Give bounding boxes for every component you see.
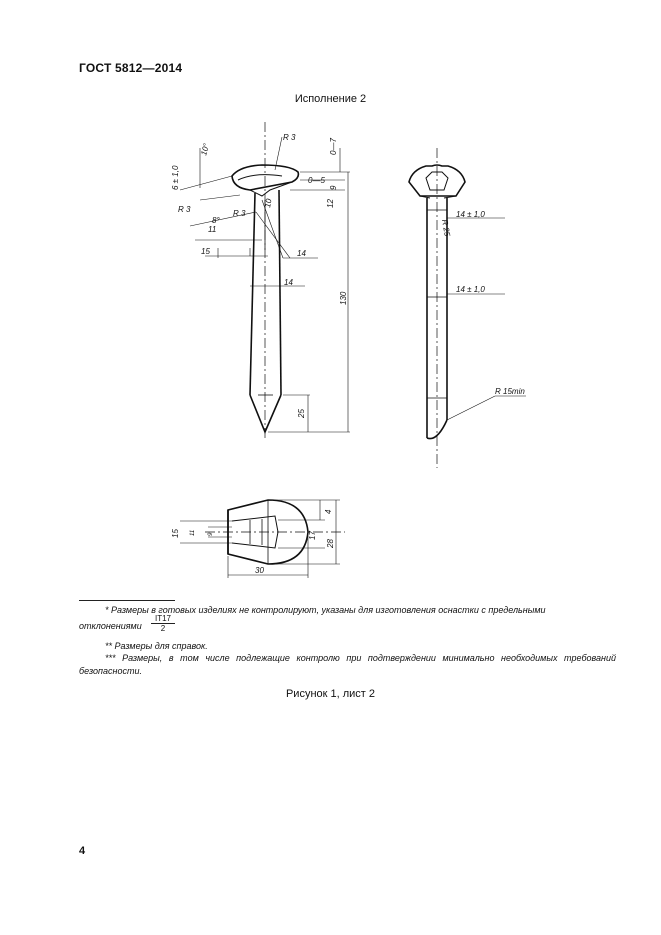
label-angle-10: 10° bbox=[199, 142, 212, 157]
label-bottom-9: 9 bbox=[208, 532, 214, 536]
label-bottom-4: 4 bbox=[324, 509, 333, 514]
label-dim-11: 11 bbox=[208, 225, 217, 234]
label-dim-12: 12 bbox=[326, 199, 335, 208]
fraction-denominator: 2 bbox=[160, 624, 166, 633]
footnote-1-continued: отклонениями bbox=[79, 621, 142, 631]
footnote-separator bbox=[79, 600, 175, 601]
label-bottom-17: 17 bbox=[308, 531, 317, 540]
label-dim-10: 10 bbox=[263, 198, 274, 209]
page-number: 4 bbox=[79, 845, 86, 857]
label-dim-15: 15 bbox=[201, 247, 210, 256]
spike-side-view bbox=[180, 122, 350, 440]
spike-front-view bbox=[409, 148, 526, 468]
variant-title: Исполнение 2 bbox=[294, 93, 367, 105]
label-dim-8: 8° bbox=[212, 216, 220, 225]
label-dim-130: 130 bbox=[339, 291, 348, 305]
figure-caption: Рисунок 1, лист 2 bbox=[285, 688, 376, 700]
label-r15: R 15min bbox=[495, 387, 525, 396]
label-dim-14-right-2: 14 ± 1,0 bbox=[456, 285, 485, 294]
label-dim-25: 25 bbox=[297, 409, 306, 418]
label-dim-9: 9 bbox=[329, 185, 338, 190]
label-dim-6: 6 ± 1,0 bbox=[171, 165, 180, 190]
footnote-3: *** Размеры, в том числе подлежащие контролю при подтверждении минимально необходимых требований безопасности. bbox=[79, 653, 616, 676]
label-r25: R 25 bbox=[440, 218, 452, 237]
label-dim-0-7: 0—7 bbox=[329, 138, 338, 155]
footnote-1: * Размеры в готовых изделиях не контролируют, указаны для изготовления оснастки с предельными bbox=[105, 605, 546, 615]
footnote-2: ** Размеры для справок. bbox=[105, 641, 208, 651]
fraction-numerator: IT17 bbox=[151, 614, 175, 624]
label-bottom-28: 28 bbox=[326, 539, 335, 548]
label-bottom-15: 15 bbox=[171, 529, 180, 538]
label-r3-top: R 3 bbox=[283, 133, 296, 142]
label-r3-left: R 3 bbox=[178, 205, 191, 214]
label-dim-14-right-1: 14 ± 1,0 bbox=[456, 210, 485, 219]
label-dim-14b: 14 bbox=[284, 278, 293, 287]
document-header: ГОСТ 5812—2014 bbox=[79, 61, 183, 75]
label-dim-0-5: 0—5 bbox=[308, 176, 325, 185]
label-dim-14a: 14 bbox=[297, 249, 306, 258]
label-bottom-30: 30 bbox=[255, 566, 264, 575]
fraction-it17 bbox=[151, 614, 175, 633]
label-r3-mid: R 3 bbox=[233, 209, 246, 218]
label-bottom-11: 11 bbox=[190, 529, 196, 536]
